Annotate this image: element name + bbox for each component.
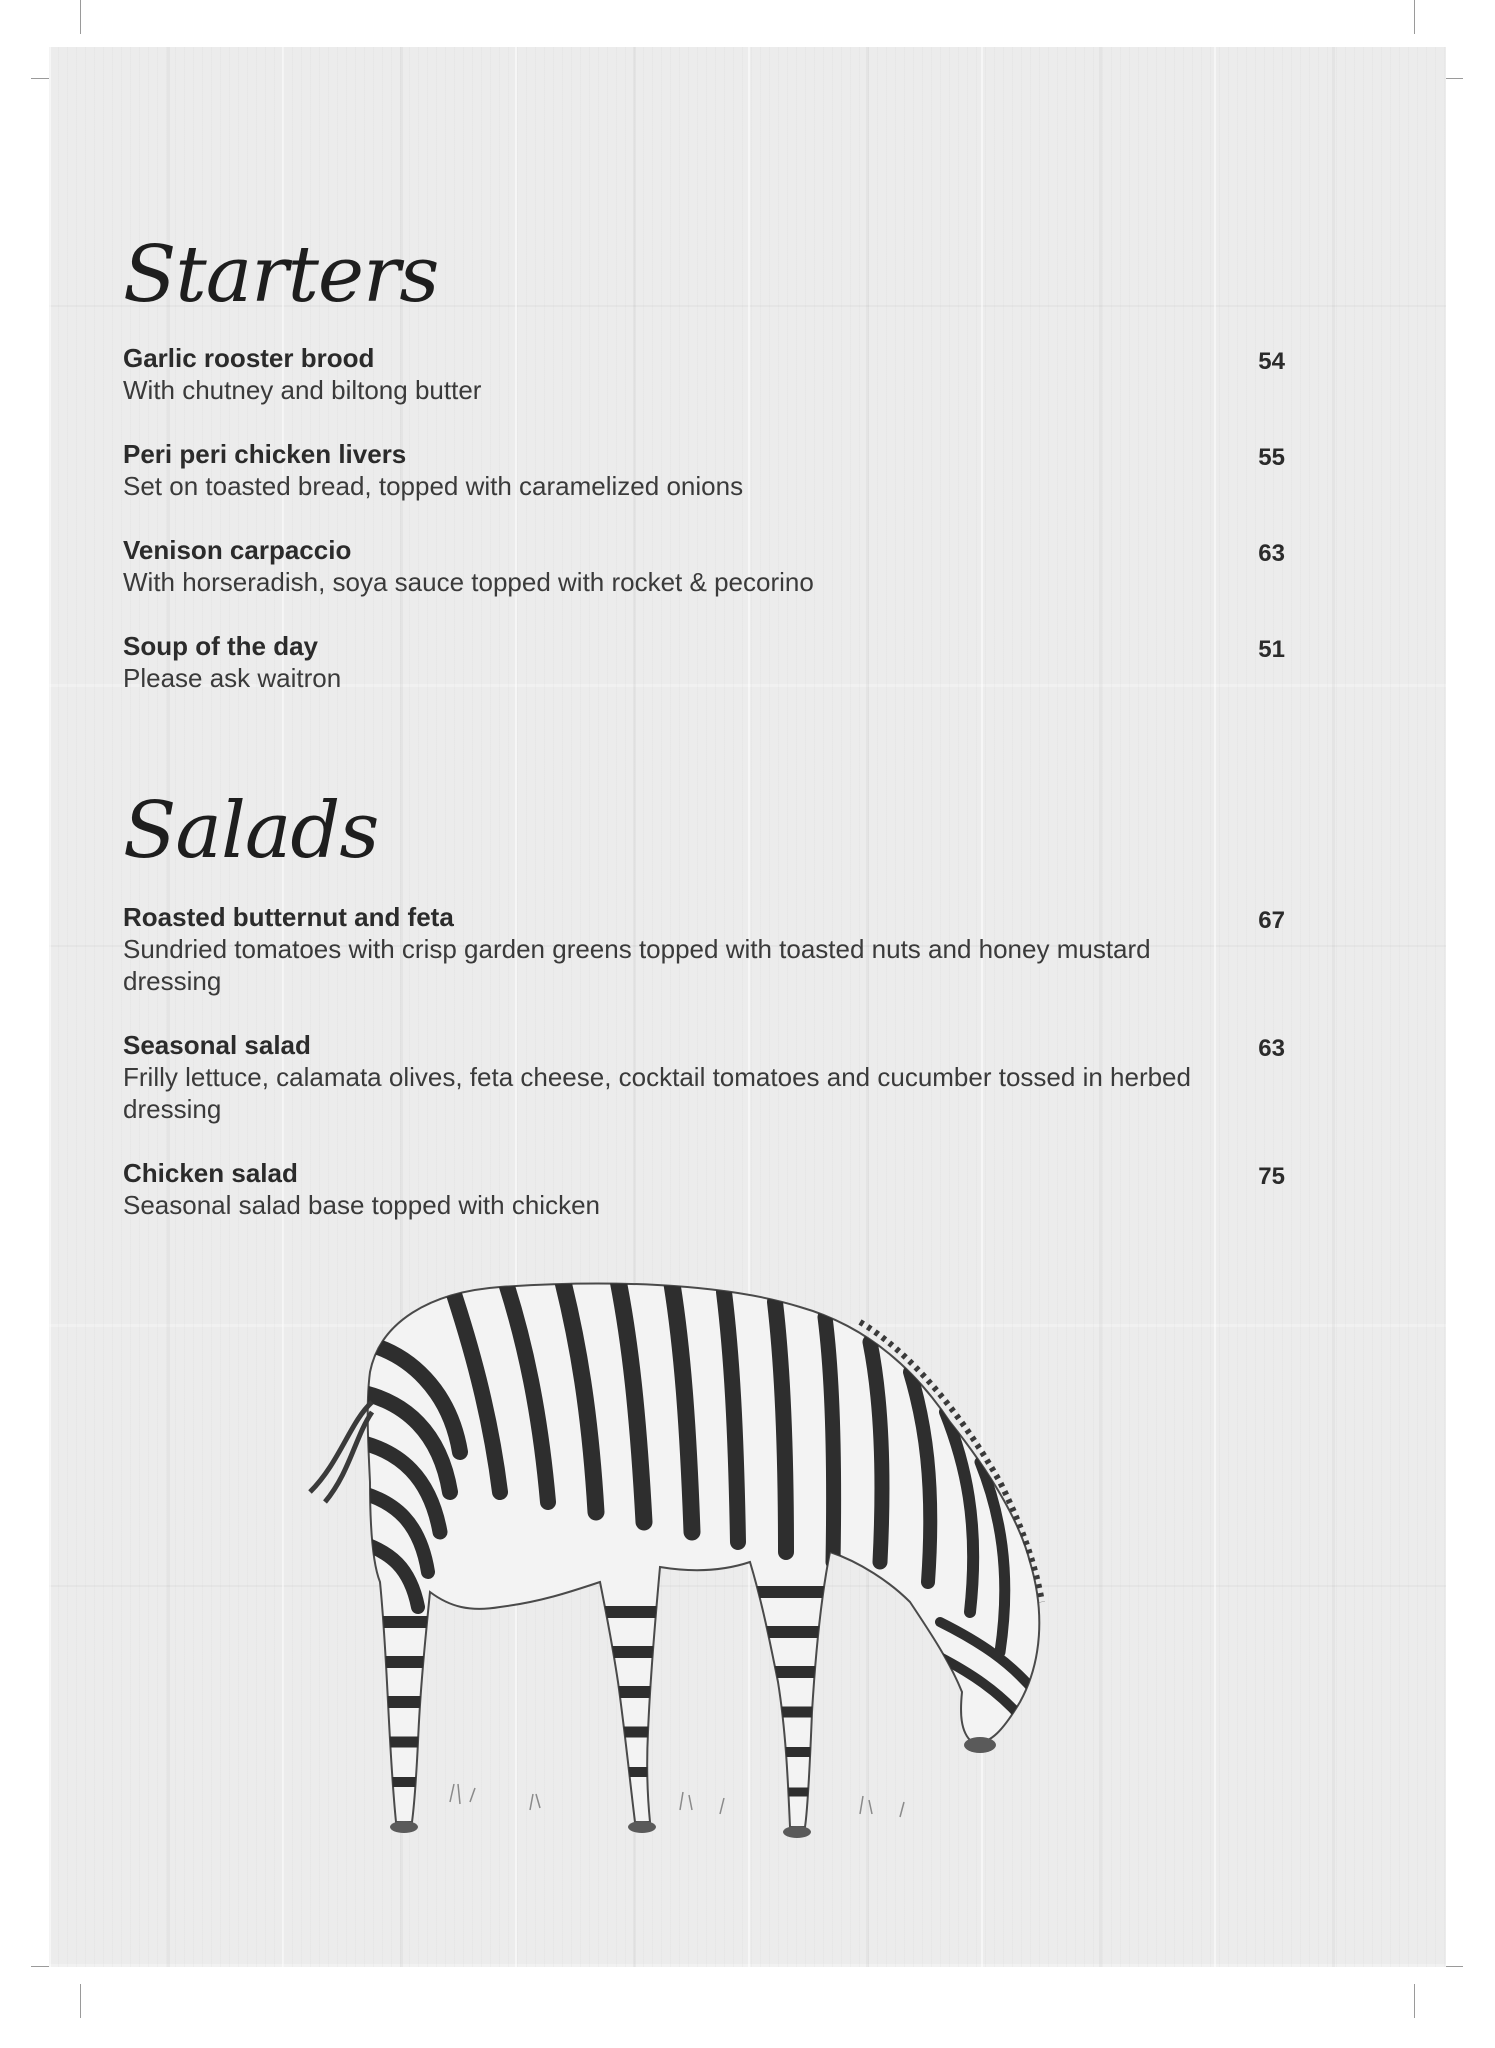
grass-tufts bbox=[450, 1784, 904, 1817]
starters-list bbox=[123, 342, 1285, 726]
crop-mark bbox=[1414, 1984, 1415, 2018]
zebra-illustration-icon bbox=[300, 1262, 1100, 1872]
menu-item bbox=[123, 901, 1285, 997]
item-name: Venison carpaccio bbox=[123, 535, 352, 565]
item-description: With chutney and biltong butter bbox=[123, 375, 482, 405]
menu-item bbox=[123, 534, 1285, 598]
item-price: 51 bbox=[1258, 636, 1285, 663]
item-description: Set on toasted bread, topped with caramelized onions bbox=[123, 471, 744, 501]
item-name: Chicken salad bbox=[123, 1158, 298, 1188]
crop-mark bbox=[80, 0, 81, 34]
item-name: Garlic rooster brood bbox=[123, 343, 375, 373]
menu-item bbox=[123, 342, 1285, 406]
salads-list bbox=[123, 901, 1285, 1253]
item-name: Soup of the day bbox=[123, 631, 318, 661]
starters-title: Starters bbox=[123, 230, 439, 320]
menu-item bbox=[123, 1157, 1285, 1221]
item-description: Frilly lettuce, calamata olives, feta cheese, cocktail tomatoes and cucumber tossed in herbed dressing bbox=[123, 1062, 1191, 1124]
zebra-tail bbox=[310, 1402, 372, 1502]
item-description: With horseradish, soya sauce topped with rocket & pecorino bbox=[123, 567, 814, 597]
item-price: 63 bbox=[1258, 1035, 1285, 1062]
crop-mark bbox=[1414, 0, 1415, 34]
item-price: 67 bbox=[1258, 907, 1285, 934]
item-description: Sundried tomatoes with crisp garden greens topped with toasted nuts and honey mustard dressing bbox=[123, 934, 1151, 996]
menu-item bbox=[123, 630, 1285, 694]
item-description: Seasonal salad base topped with chicken bbox=[123, 1190, 600, 1220]
item-name: Peri peri chicken livers bbox=[123, 439, 407, 469]
item-description: Please ask waitron bbox=[123, 663, 342, 693]
zebra-hooves bbox=[390, 1737, 996, 1838]
menu-item bbox=[123, 438, 1285, 502]
menu-item bbox=[123, 1029, 1285, 1125]
item-price: 75 bbox=[1258, 1163, 1285, 1190]
item-price: 55 bbox=[1258, 444, 1285, 471]
salads-title: Salads bbox=[123, 786, 379, 876]
item-price: 54 bbox=[1258, 348, 1285, 375]
crop-mark bbox=[80, 1984, 81, 2018]
item-name: Seasonal salad bbox=[123, 1030, 311, 1060]
item-price: 63 bbox=[1258, 540, 1285, 567]
item-name: Roasted butternut and feta bbox=[123, 902, 454, 932]
